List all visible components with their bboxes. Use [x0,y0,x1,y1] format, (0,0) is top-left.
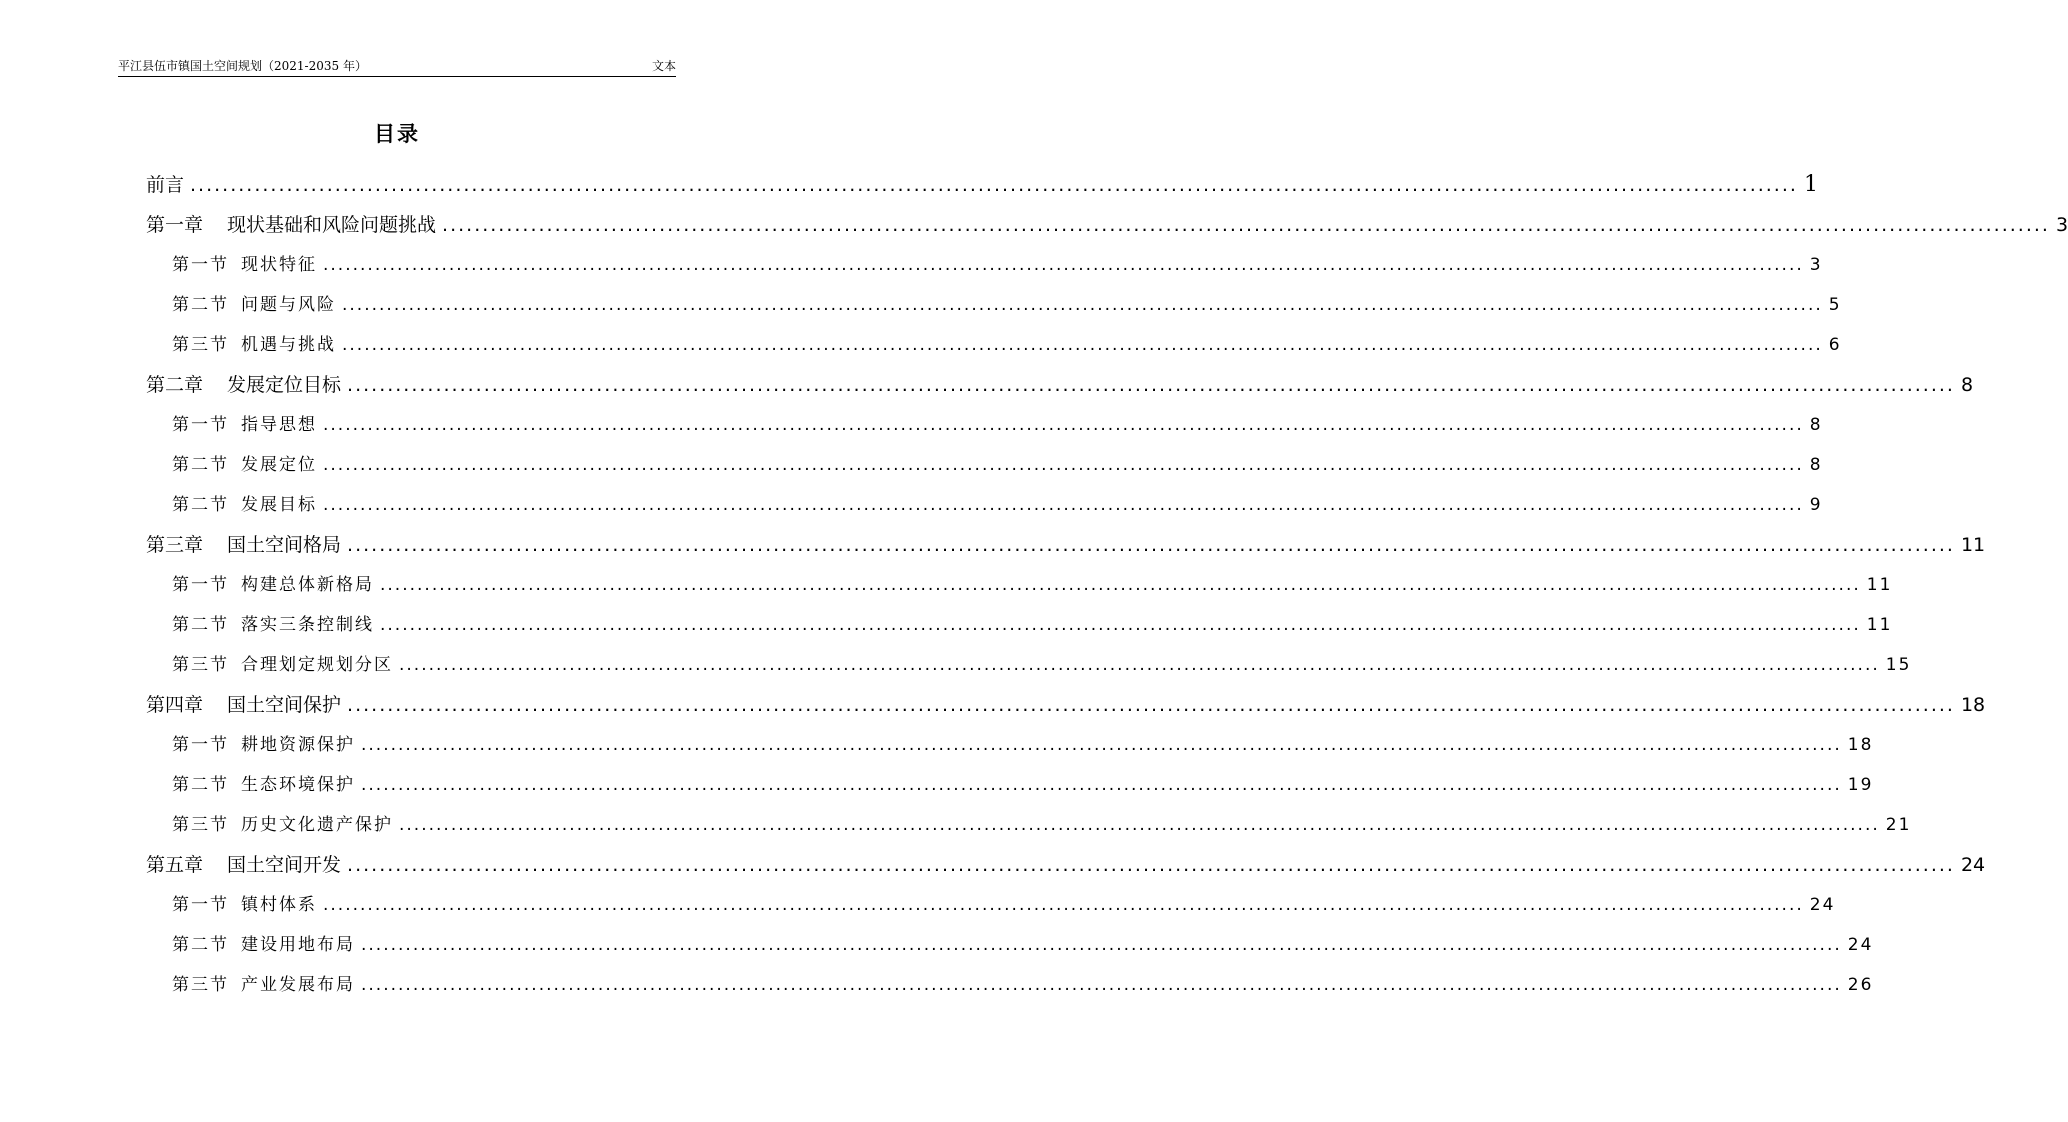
toc-entry-label [172,570,374,595]
toc-dot-leader: ........................................................................................................................................................................................................ [342,335,1823,355]
toc-dot-leader: ........................................................................................................................................................................................................ [380,575,1861,595]
toc-entry-number: 第二章 [146,374,204,396]
toc-entry-label [146,370,341,397]
toc-entry-number: 第一节 [172,255,229,275]
toc-entry-section[interactable] [146,610,1893,650]
toc-dot-leader: ........................................................................................................................................................................................................ [323,895,1804,915]
toc-entry-number: 第一节 [172,735,229,755]
toc-entry-text: 产业发展布局 [241,975,355,995]
toc-entry-number: 第四章 [146,694,204,716]
header-section-label: 文本 [651,59,676,73]
toc-page-number: 24 [1809,895,1836,915]
toc-entry-section[interactable] [146,330,1842,370]
toc-entry-label [172,290,336,315]
toc-dot-leader: ........................................................................................................................................................................................................ [323,415,1804,435]
toc-dot-leader: ........................................................................................................................................................................................................ [361,935,1842,955]
toc-page-number: 8 [1809,455,1823,475]
toc-entry-section[interactable] [146,810,1912,850]
toc-entry-text: 合理划定规划分区 [241,655,393,675]
table-of-contents [146,170,2068,1010]
toc-entry-section[interactable] [146,570,1893,610]
toc-entry-text: 发展目标 [241,495,317,515]
toc-entry-section[interactable] [146,290,1842,330]
toc-dot-leader: ........................................................................................................................................................................................................ [361,975,1842,995]
toc-entry-chapter[interactable] [146,850,1986,890]
toc-page-number: 11 [1866,575,1893,595]
toc-entry-label [172,410,317,435]
toc-page-number: 3 [2055,214,2068,236]
toc-entry-text: 现状特征 [241,255,317,275]
toc-entry-number: 第二节 [172,935,229,955]
toc-entry-label [172,250,317,275]
toc-entry-chapter[interactable] [146,370,1974,410]
toc-entry-label [172,650,393,675]
toc-entry-label [172,450,317,475]
toc-entry-section[interactable] [146,890,1836,930]
toc-entry-number: 第三节 [172,655,229,675]
toc-entry-number: 第一节 [172,895,229,915]
toc-entry-text: 镇村体系 [241,895,317,915]
toc-entry-section[interactable] [146,770,1874,810]
toc-entry-foreword[interactable] [146,170,1818,210]
toc-entry-label [172,770,355,795]
toc-dot-leader: ........................................................................................................................................................................................................ [399,655,1880,675]
toc-page-number: 3 [1809,255,1823,275]
toc-page-number: 24 [1960,854,1986,876]
toc-entry-number: 第一节 [172,415,229,435]
toc-entry-text: 历史文化遗产保护 [241,815,393,835]
toc-entry-text: 机遇与挑战 [241,335,336,355]
toc-entry-number: 第二节 [172,495,229,515]
toc-entry-number: 第二节 [172,775,229,795]
toc-entry-label [146,170,184,197]
toc-entry-section[interactable] [146,970,1874,1010]
toc-entry-text: 生态环境保护 [241,775,355,795]
toc-dot-leader: ........................................................................................................................................................................................................ [380,615,1861,635]
toc-entry-label [172,930,355,955]
toc-dot-leader: ........................................................................................................................................................................................................ [361,735,1842,755]
toc-entry-number: 第三节 [172,975,229,995]
toc-entry-label [146,210,436,237]
toc-entry-text: 国土空间格局 [227,534,342,556]
toc-page-number: 8 [1809,415,1823,435]
toc-page-number: 11 [1866,615,1893,635]
toc-dot-leader: ........................................................................................................................................................................................................ [347,854,1955,876]
toc-entry-text: 问题与风险 [241,295,336,315]
toc-entry-number: 第一节 [172,575,229,595]
toc-page-number: 5 [1828,295,1842,315]
toc-entry-label [172,890,317,915]
toc-dot-leader: ........................................................................................................................................................................................................ [342,295,1823,315]
toc-dot-leader: ........................................................................................................................................................................................................ [347,694,1955,716]
toc-entry-label [172,330,336,355]
toc-entry-text: 建设用地布局 [241,935,355,955]
toc-page-number: 26 [1847,975,1874,995]
toc-dot-leader: ........................................................................................................................................................................................................ [347,374,1955,396]
toc-entry-label [146,530,341,557]
toc-entry-label [146,850,341,877]
toc-entry-label [172,730,355,755]
toc-entry-number: 第二节 [172,295,229,315]
toc-entry-text: 国土空间开发 [227,854,342,876]
toc-entry-text: 现状基础和风险问题挑战 [227,214,437,236]
toc-entry-chapter[interactable] [146,690,1986,730]
toc-page-number: 1 [1803,172,1818,197]
toc-dot-leader: ........................................................................................................................................................................................................ [323,495,1804,515]
toc-entry-section[interactable] [146,450,1823,490]
toc-entry-number: 第一章 [146,214,204,236]
toc-entry-text: 发展定位 [241,455,317,475]
toc-entry-section[interactable] [146,730,1874,770]
toc-entry-label [172,610,374,635]
toc-entry-section[interactable] [146,490,1823,530]
toc-dot-leader: ........................................................................................................................................................................................................ [190,174,1798,196]
toc-page-number: 8 [1960,374,1974,396]
toc-entry-text: 落实三条控制线 [241,615,374,635]
toc-entry-chapter[interactable] [146,210,2068,250]
toc-entry-number: 第三章 [146,534,204,556]
toc-dot-leader: ........................................................................................................................................................................................................ [361,775,1842,795]
toc-page-number: 15 [1885,655,1912,675]
toc-entry-number: 第二节 [172,615,229,635]
toc-page-number: 6 [1828,335,1842,355]
toc-entry-section[interactable] [146,930,1874,970]
toc-page-number: 11 [1960,534,1986,556]
toc-entry-text: 指导思想 [241,415,317,435]
toc-entry-number: 第二节 [172,455,229,475]
header-document-title: 平江县伍市镇国土空间规划（2021-2035 年） [118,59,367,73]
toc-entry-label [172,810,393,835]
toc-entry-number: 第五章 [146,854,204,876]
toc-entry-number: 第三节 [172,815,229,835]
toc-page-number: 18 [1960,694,1986,716]
toc-dot-leader: ........................................................................................................................................................................................................ [323,455,1804,475]
toc-page-number: 24 [1847,935,1874,955]
toc-page-number: 21 [1885,815,1912,835]
toc-page-number: 18 [1847,735,1874,755]
toc-entry-number: 第三节 [172,335,229,355]
page-header [118,52,676,77]
toc-entry-chapter[interactable] [146,530,1986,570]
toc-entry-section[interactable] [146,650,1912,690]
toc-entry-section[interactable] [146,410,1823,450]
toc-dot-leader: ........................................................................................................................................................................................................ [347,534,1955,556]
toc-title: 目录 [374,122,420,146]
toc-dot-leader: ........................................................................................................................................................................................................ [399,815,1880,835]
toc-entry-label [172,970,355,995]
toc-dot-leader: ........................................................................................................................................................................................................ [442,214,2050,236]
toc-entry-label [146,690,341,717]
toc-page-number: 19 [1847,775,1874,795]
toc-entry-text: 前言 [146,174,185,196]
toc-dot-leader: ........................................................................................................................................................................................................ [323,255,1804,275]
toc-entry-text: 国土空间保护 [227,694,342,716]
toc-entry-label [172,490,317,515]
toc-entry-text: 发展定位目标 [227,374,342,396]
toc-entry-text: 耕地资源保护 [241,735,355,755]
toc-page-number: 9 [1809,495,1823,515]
toc-entry-section[interactable] [146,250,1823,290]
toc-entry-text: 构建总体新格局 [241,575,374,595]
